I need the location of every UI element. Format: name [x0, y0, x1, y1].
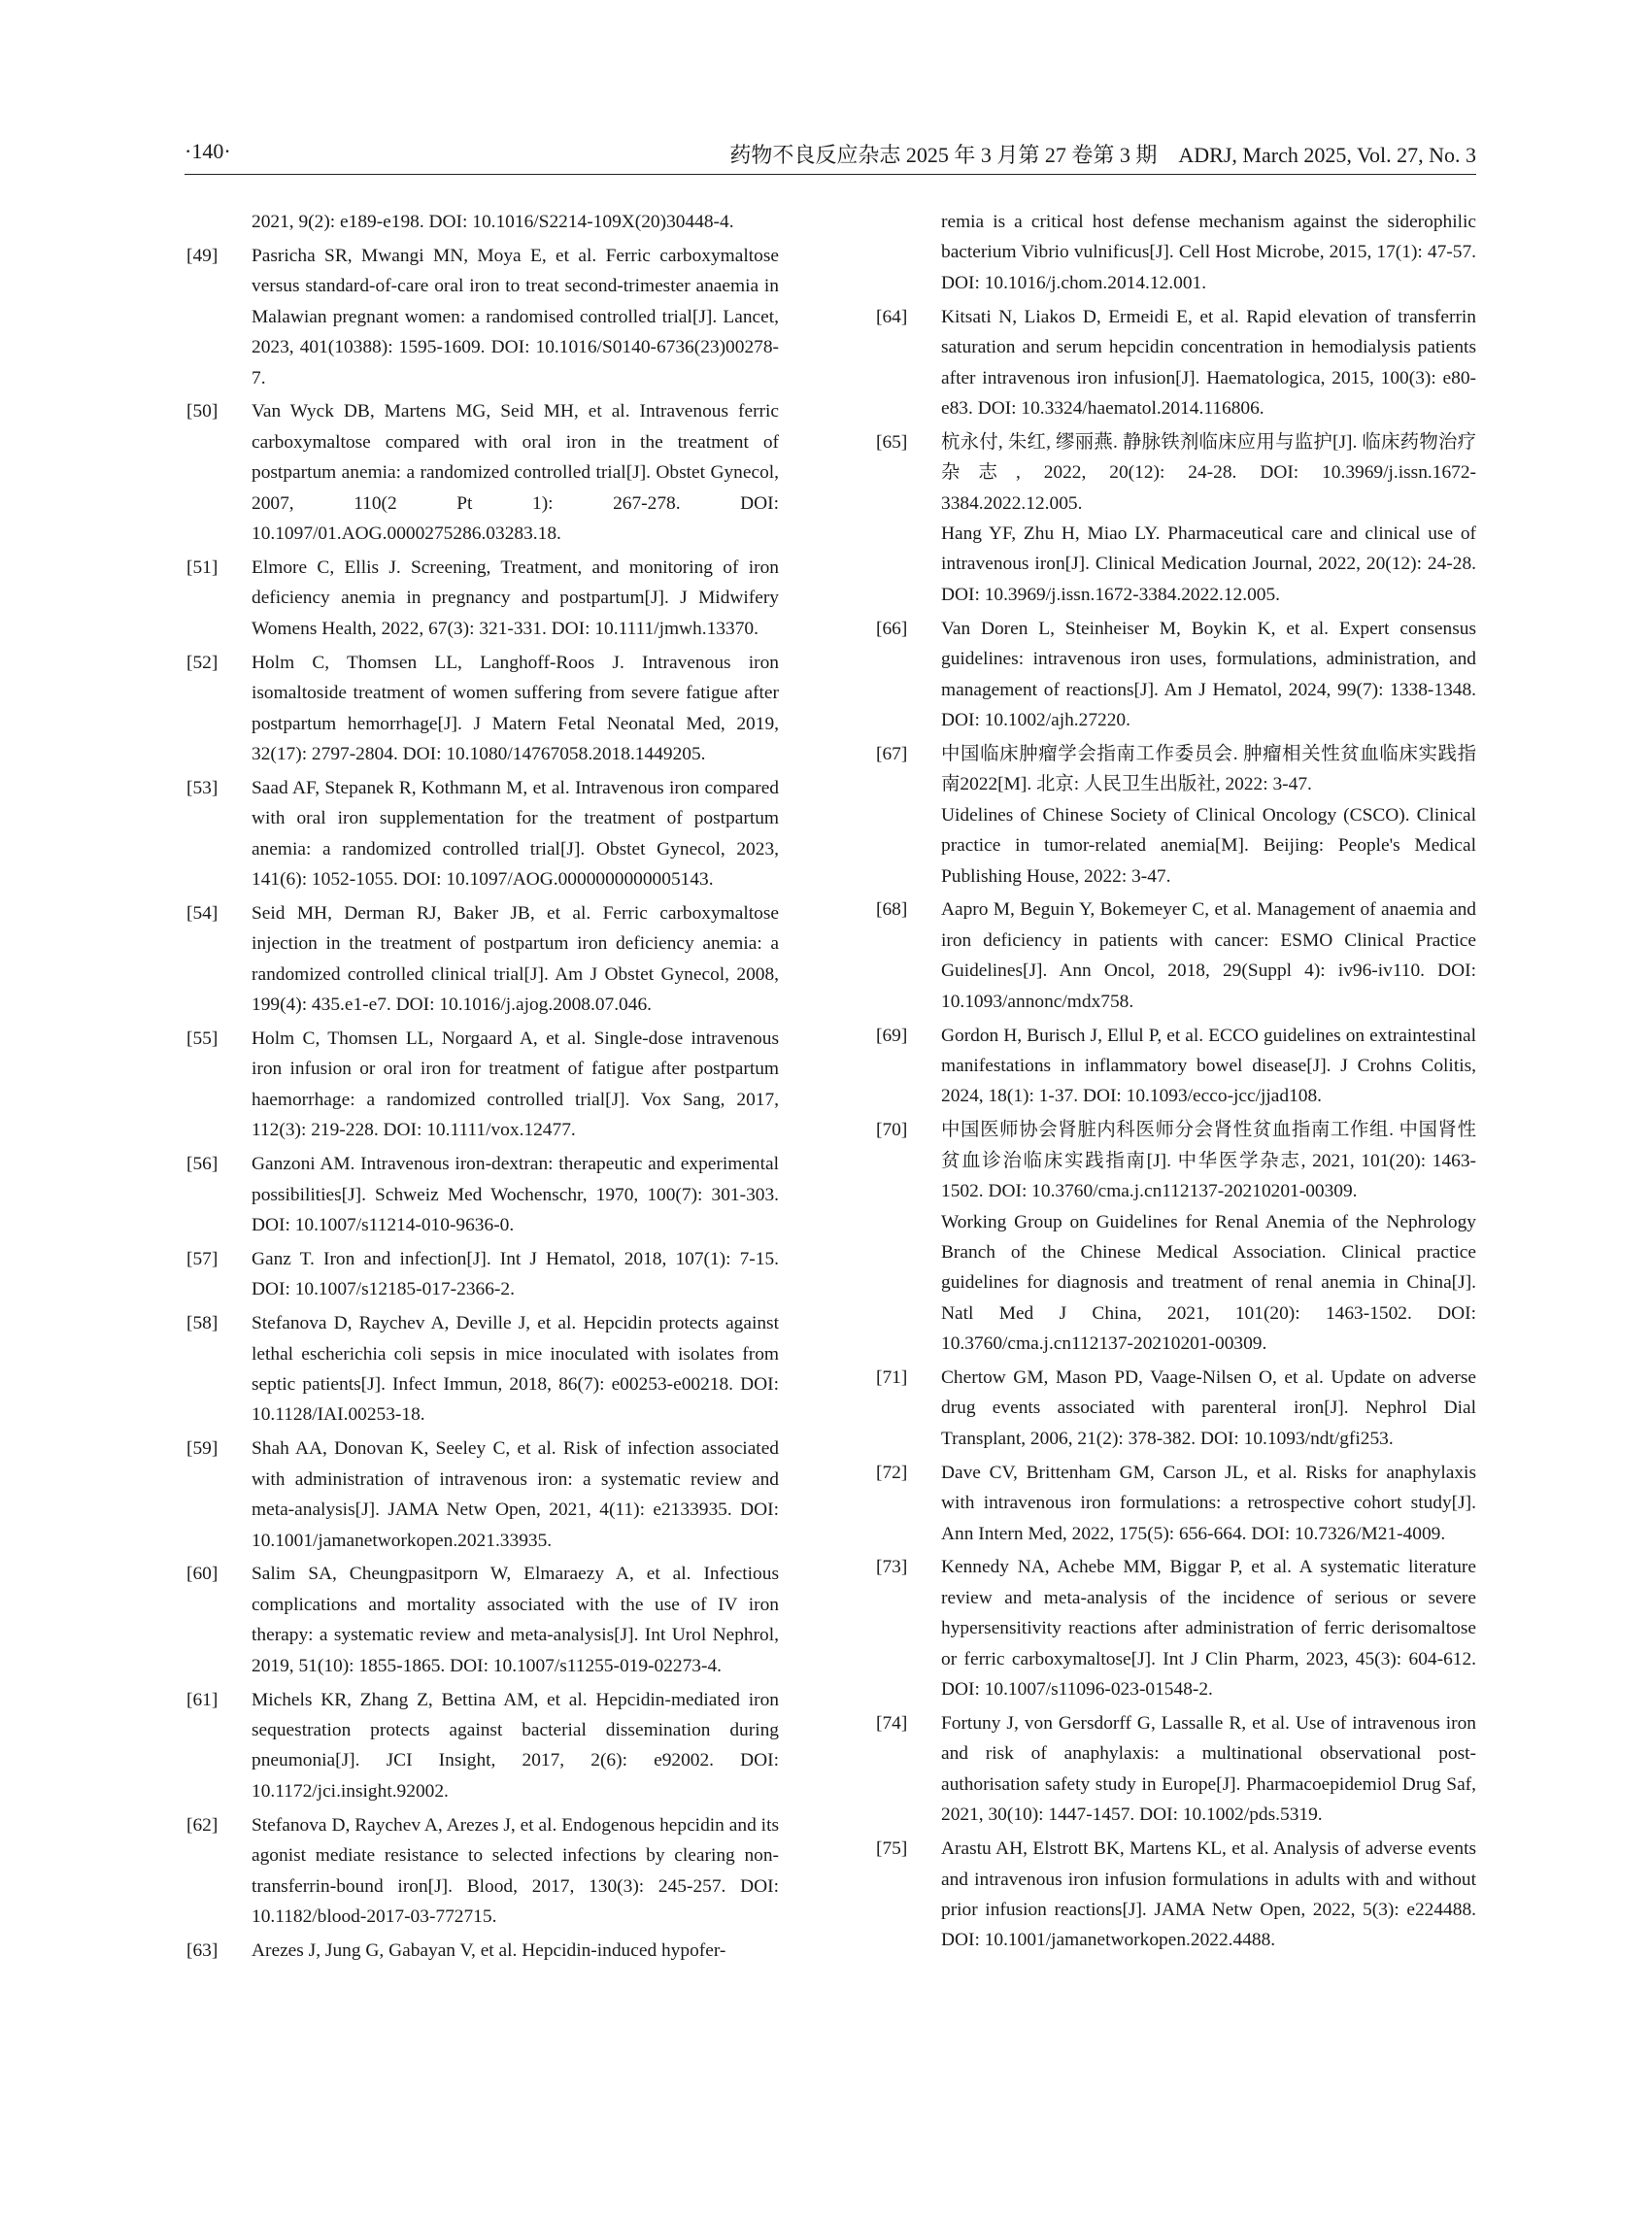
- reference-number: [65]: [876, 431, 908, 453]
- reference-number: [52]: [186, 652, 219, 673]
- reference-text: Salim SA, Cheungpasitporn W, Elmaraezy A, et al. Infectious complications and mortality associated with the use of IV iron therapy: a systematic review and meta-analysis[J]. Int Urol Nephrol, 2019, 51(10): 1855-1865. DOI: 10.1007/s11255-019-02273-4.: [252, 1564, 779, 1676]
- reference-text: Aapro M, Beguin Y, Bokemeyer C, et al. Management of anaemia and iron deficiency in patients with cancer: ESMO Clinical Practice Guidelines[J]. Ann Oncol, 2018, 29(Suppl 4): iv96-iv110. DOI: 10.1093/annonc/mdx758.: [941, 899, 1476, 1012]
- reference-text: 中国临床肿瘤学会指南工作委员会. 肿瘤相关性贫血临床实践指南2022[M]. 北京: 人民卫生出版社, 2022: 3-47.: [941, 743, 1476, 795]
- reference-number: [50]: [186, 401, 219, 422]
- reference-item: [876, 1708, 1476, 1831]
- reference-item: [876, 1552, 1476, 1704]
- reference-text: Ganzoni AM. Intravenous iron-dextran: therapeutic and experimental possibilities[J]. Schweiz Med Wochenschr, 1970, 100(7): 301-303. DOI: 10.1007/s11214-010-9636-0.: [252, 1154, 779, 1235]
- reference-text: Stefanova D, Raychev A, Deville J, et al. Hepcidin protects against lethal escherichia coli sepsis in mice inoculated with isolates from septic patients[J]. Infect Immun, 2018, 86(7): e00253-e00218. DOI: 10.1128/IAI.00253-18.: [252, 1313, 779, 1426]
- reference-item: [186, 207, 779, 237]
- reference-text: 2021, 9(2): e189-e198. DOI: 10.1016/S2214-109X(20)30448-4.: [252, 212, 734, 232]
- reference-number: [62]: [186, 1814, 219, 1836]
- reference-text: Gordon H, Burisch J, Ellul P, et al. ECCO guidelines on extraintestinal manifestations in inflammatory bowel disease[J]. J Crohns Colitis, 2024, 18(1): 1-37. DOI: 10.1093/ecco-jcc/jjad108.: [941, 1025, 1476, 1107]
- reference-text: Michels KR, Zhang Z, Bettina AM, et al. Hepcidin-mediated iron sequestration protects against bacterial dissemination during pneumonia[J]. JCI Insight, 2017, 2(6): e92002. DOI: 10.1172/jci.insight.92002.: [252, 1689, 779, 1802]
- reference-number: [71]: [876, 1367, 908, 1389]
- reference-text: Pasricha SR, Mwangi MN, Moya E, et al. Ferric carboxymaltose versus standard-of-care oral iron to treat second-trimester anaemia in Malawian pregnant women: a randomised controlled trial[J]. Lancet, 2023, 401(10388): 1595-1609. DOI: 10.1016/S0140-6736(23)00278-7.: [252, 245, 779, 388]
- reference-text: Kennedy NA, Achebe MM, Biggar P, et al. A systematic literature review and meta-analysis of the incidence of serious or severe hypersensitivity reactions after administration of ferric derisomaltose or ferric carboxymaltose[J]. Int J Clin Pharm, 2023, 45(3): 604-612. DOI: 10.1007/s11096-023-01548-2.: [941, 1557, 1476, 1701]
- reference-translation: Working Group on Guidelines for Renal Anemia of the Nephrology Branch of the Chinese Medical Association. Clinical practice guidelines for diagnosis and treatment of renal anemia in China[J]. Natl Med J China, 2021, 101(20): 1463-1502. DOI: 10.3760/cma.j.cn112137-20210201-00309.: [941, 1211, 1476, 1355]
- reference-number: [73]: [876, 1557, 908, 1578]
- reference-item: [876, 739, 1476, 892]
- reference-number: [75]: [876, 1838, 908, 1860]
- reference-number: [63]: [186, 1939, 219, 1961]
- page-number: ·140·: [185, 139, 231, 163]
- reference-item: [186, 1936, 779, 1966]
- reference-item: [186, 648, 779, 770]
- reference-text: Arastu AH, Elstrott BK, Martens KL, et al. Analysis of adverse events and intravenous iron infusion formulations in adults with and without prior infusion reactions[J]. JAMA Netw Open, 2022, 5(3): e224488. DOI: 10.1001/jamanetworkopen.2022.4488.: [941, 1838, 1476, 1951]
- reference-text: 中国医师协会肾脏内科医师分会肾性贫血指南工作组. 中国肾性贫血诊治临床实践指南[J]. 中华医学杂志, 2021, 101(20): 1463-1502. DOI: 10.3760/cma.j.cn112137-20210201-00309.: [941, 1120, 1476, 1202]
- reference-item: [186, 898, 779, 1021]
- reference-translation: Hang YF, Zhu H, Miao LY. Pharmaceutical care and clinical use of intravenous iron[J]. Clinical Medication Journal, 2022, 20(12): 24-28. DOI: 10.3969/j.issn.1672-3384.2022.12.005.: [941, 523, 1476, 605]
- reference-text: Kitsati N, Liakos D, Ermeidi E, et al. Rapid elevation of transferrin saturation and serum hepcidin concentration in hemodialysis patients after intravenous iron infusion[J]. Haematologica, 2015, 100(3): e80-e83. DOI: 10.3324/haematol.2014.116806.: [941, 306, 1476, 419]
- reference-item: [876, 1115, 1476, 1359]
- reference-item: [186, 1024, 779, 1146]
- reference-text: Shah AA, Donovan K, Seeley C, et al. Risk of infection associated with administration of intravenous iron: a systematic review and meta-analysis[J]. JAMA Netw Open, 2021, 4(11): e2133935. DOI: 10.1001/jamanetworkopen.2021.33935.: [252, 1438, 779, 1551]
- reference-text: Dave CV, Brittenham GM, Carson JL, et al. Risks for anaphylaxis with intravenous iron formulations: a retrospective cohort study[J]. Ann Intern Med, 2022, 175(5): 656-664. DOI: 10.7326/M21-4009.: [941, 1462, 1476, 1544]
- reference-item: [876, 1363, 1476, 1454]
- reference-item: [186, 1308, 779, 1431]
- reference-text: Holm C, Thomsen LL, Norgaard A, et al. Single-dose intravenous iron infusion or oral iron for treatment of fatigue after postpartum haemorrhage: a randomized controlled trial[J]. Vox Sang, 2017, 112(3): 219-228. DOI: 10.1111/vox.12477.: [252, 1028, 779, 1141]
- reference-text: remia is a critical host defense mechanism against the siderophilic bacterium Vibrio vulnificus[J]. Cell Host Microbe, 2015, 17(1): 47-57. DOI: 10.1016/j.chom.2014.12.001.: [941, 212, 1476, 293]
- reference-text: Ganz T. Iron and infection[J]. Int J Hematol, 2018, 107(1): 7-15. DOI: 10.1007/s12185-017-2366-2.: [252, 1248, 779, 1300]
- reference-number: [51]: [186, 556, 219, 578]
- running-head: 药物不良反应杂志 2025 年 3 月第 27 卷第 3 期 ADRJ, March 2025, Vol. 27, No. 3: [729, 143, 1476, 167]
- reference-item: [186, 1810, 779, 1933]
- reference-number: [74]: [876, 1713, 908, 1734]
- reference-item: [186, 1559, 779, 1681]
- reference-item: [876, 207, 1476, 298]
- reference-item: [876, 1021, 1476, 1112]
- reference-item: [876, 302, 1476, 424]
- reference-text: Fortuny J, von Gersdorff G, Lassalle R, et al. Use of intravenous iron and risk of anaphylaxis: a multinational observational post-authorisation safety study in Europe[J]. Pharmacoepidemiol Drug Saf, 2021, 30(10): 1447-1457. DOI: 10.1002/pds.5319.: [941, 1713, 1476, 1826]
- reference-text: Holm C, Thomsen LL, Langhoff-Roos J. Intravenous iron isomaltoside treatment of women suffering from severe fatigue after postpartum hemorrhage[J]. J Matern Fetal Neonatal Med, 2019, 32(17): 2797-2804. DOI: 10.1080/14767058.2018.1449205.: [252, 652, 779, 764]
- reference-item: [186, 1685, 779, 1807]
- reference-number: [49]: [186, 245, 219, 266]
- reference-number: [59]: [186, 1438, 219, 1460]
- reference-text: Van Doren L, Steinheiser M, Boykin K, et al. Expert consensus guidelines: intravenous iron uses, formulations, administration, and management of reactions[J]. Am J Hematol, 2024, 99(7): 1338-1348. DOI: 10.1002/ajh.27220.: [941, 618, 1476, 730]
- reference-text: Chertow GM, Mason PD, Vaage-Nilsen O, et al. Update on adverse drug events associated with parenteral iron[J]. Nephrol Dial Transplant, 2006, 21(2): 378-382. DOI: 10.1093/ndt/gfi253.: [941, 1367, 1476, 1449]
- reference-number: [53]: [186, 777, 219, 798]
- reference-item: [876, 1458, 1476, 1549]
- reference-number: [61]: [186, 1689, 219, 1710]
- reference-number: [66]: [876, 618, 908, 639]
- reference-translation: Uidelines of Chinese Society of Clinical Oncology (CSCO). Clinical practice in tumor-related anemia[M]. Beijing: People's Medical Publishing House, 2022: 3-47.: [941, 804, 1476, 887]
- reference-number: [57]: [186, 1248, 219, 1269]
- reference-number: [70]: [876, 1120, 908, 1141]
- reference-column-left: [186, 207, 779, 1970]
- page-header: [185, 139, 1476, 175]
- reference-text: Arezes J, Jung G, Gabayan V, et al. Hepcidin-induced hypofer-: [252, 1939, 726, 1961]
- reference-item: [876, 894, 1476, 1017]
- reference-item: [876, 427, 1476, 610]
- reference-text: Stefanova D, Raychev A, Arezes J, et al. Endogenous hepcidin and its agonist mediate resistance to selected infections by clearing non-transferrin-bound iron[J]. Blood, 2017, 130(3): 245-257. DOI: 10.1182/blood-2017-03-772715.: [252, 1814, 779, 1927]
- reference-item: [876, 614, 1476, 736]
- reference-number: [55]: [186, 1028, 219, 1050]
- reference-text: Elmore C, Ellis J. Screening, Treatment, and monitoring of iron deficiency anemia in pregnancy and postpartum[J]. J Midwifery Womens Health, 2022, 67(3): 321-331. DOI: 10.1111/jmwh.13370.: [252, 556, 779, 639]
- reference-item: [186, 1244, 779, 1305]
- reference-item: [186, 553, 779, 644]
- reference-number: [54]: [186, 902, 219, 924]
- reference-item: [876, 1834, 1476, 1956]
- reference-text: Saad AF, Stepanek R, Kothmann M, et al. Intravenous iron compared with oral iron supplementation for the treatment of postpartum anemia: a randomized controlled trial[J]. Obstet Gynecol, 2023, 141(6): 1052-1055. DOI: 10.1097/AOG.0000000000005143.: [252, 777, 779, 891]
- reference-number: [67]: [876, 743, 908, 764]
- reference-number: [69]: [876, 1025, 908, 1046]
- reference-number: [56]: [186, 1154, 219, 1175]
- reference-item: [186, 773, 779, 895]
- reference-number: [72]: [876, 1462, 908, 1483]
- reference-item: [186, 241, 779, 393]
- reference-number: [58]: [186, 1313, 219, 1334]
- reference-column-right: [876, 207, 1476, 1959]
- reference-number: [60]: [186, 1564, 219, 1585]
- reference-text: Van Wyck DB, Martens MG, Seid MH, et al. Intravenous ferric carboxymaltose compared with oral iron in the treatment of postpartum anemia: a randomized controlled trial[J]. Obstet Gynecol, 2007, 110(2 Pt 1): 267-278. DOI: 10.1097/01.AOG.0000275286.03283.18.: [252, 401, 779, 545]
- reference-item: [186, 1149, 779, 1240]
- reference-text: 杭永付, 朱红, 缪丽燕. 静脉铁剂临床应用与监护[J]. 临床药物治疗杂志, 2022, 20(12): 24-28. DOI: 10.3969/j.issn.1672-3384.2022.12.005.: [941, 431, 1476, 514]
- reference-number: [68]: [876, 899, 908, 921]
- reference-text: Seid MH, Derman RJ, Baker JB, et al. Ferric carboxymaltose injection in the treatment of postpartum iron deficiency anemia: a randomized controlled clinical trial[J]. Am J Obstet Gynecol, 2008, 199(4): 435.e1-e7. DOI: 10.1016/j.ajog.2008.07.046.: [252, 902, 779, 1016]
- reference-item: [186, 396, 779, 549]
- reference-number: [64]: [876, 306, 908, 327]
- reference-item: [186, 1433, 779, 1556]
